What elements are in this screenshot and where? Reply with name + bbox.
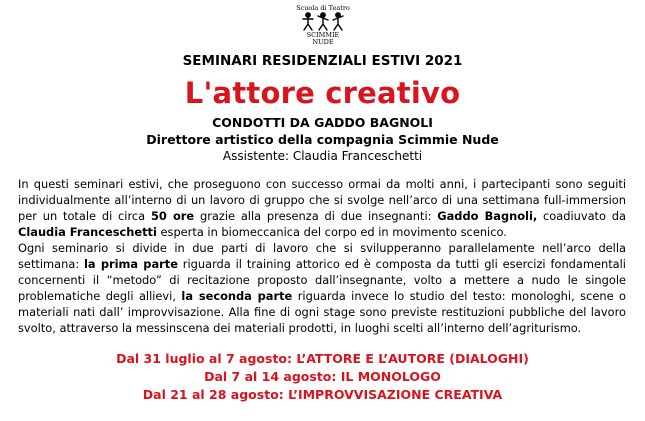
paragraph-intro — [18, 176, 626, 240]
bold-text: la prima parte — [84, 257, 178, 272]
paragraph-structure — [18, 240, 626, 336]
school-logo — [288, 4, 358, 52]
date-line-3: Dal 21 al 28 agosto: L’IMPROVVISAZIONE CREATIVA — [142, 387, 503, 402]
conducted-by: CONDOTTI DA GADDO BAGNOLI — [212, 115, 433, 130]
bold-text: la seconda parte — [181, 289, 293, 304]
text-run: grazie alla presenza di due insegnanti: — [194, 209, 438, 224]
text-run: esperta in biomeccanica del corpo ed in movimento scenico. — [156, 225, 507, 240]
date-line-1: Dal 31 luglio al 7 agosto: L’ATTORE E L’AUTORE (DIALOGHI) — [116, 351, 529, 366]
bold-text: 50 ore — [150, 209, 195, 224]
logo-school-text: Scuola di Teatro — [296, 4, 350, 12]
text-run: Ogni seminario si divide in due parti di lavoro che si svilupperanno parallelamente nell’arco della settimana: — [18, 241, 626, 272]
page-title: L'attore creativo — [184, 76, 461, 110]
bold-text: Claudia Franceschetti — [18, 225, 157, 240]
assistant: Assistente: Claudia Franceschetti — [222, 149, 423, 163]
text-run: In questi seminari estivi, che proseguono con successo ormai da molti anni, i partecipanti sono seguiti individualmente all’interno di un lavoro di gruppo che si svolge nell’arco di una settimana full-immersion per un totale di circa — [18, 177, 626, 224]
monkeys-icon — [301, 12, 345, 32]
body-text — [18, 176, 626, 336]
seminars-heading: SEMINARI RESIDENZIALI ESTIVI 2021 — [182, 53, 463, 69]
date-line-2: Dal 7 al 14 agosto: IL MONOLOGO — [204, 369, 441, 384]
text-run: riguarda invece lo studio del testo: monologhi, scene o materiali nati dall’ improvvisazione. Alla fine di ogni stage sono previste restituzioni pubbliche del lavoro svolto, attraverso la messinscena dei materiali prodotti, in luoghi scelti all’interno dell’agriturismo. — [18, 289, 627, 336]
text-run: riguarda il training attorico ed è composta da tutti gli esercizi fondamentali concernenti il “metodo” di recitazione proposto dall’insegnante, volto a mettere a nudo le singole problematiche degli allievi, — [18, 257, 626, 304]
dates-list — [0, 350, 645, 404]
logo-brand-line2: NUDE — [312, 38, 334, 46]
text-run: coadiuvato da — [537, 209, 627, 224]
logo-brand-line1: SCIMMIE — [306, 31, 340, 39]
artistic-director: Direttore artistico della compagnia Scimmie Nude — [146, 132, 499, 147]
bold-text: Gaddo Bagnoli, — [437, 209, 538, 224]
